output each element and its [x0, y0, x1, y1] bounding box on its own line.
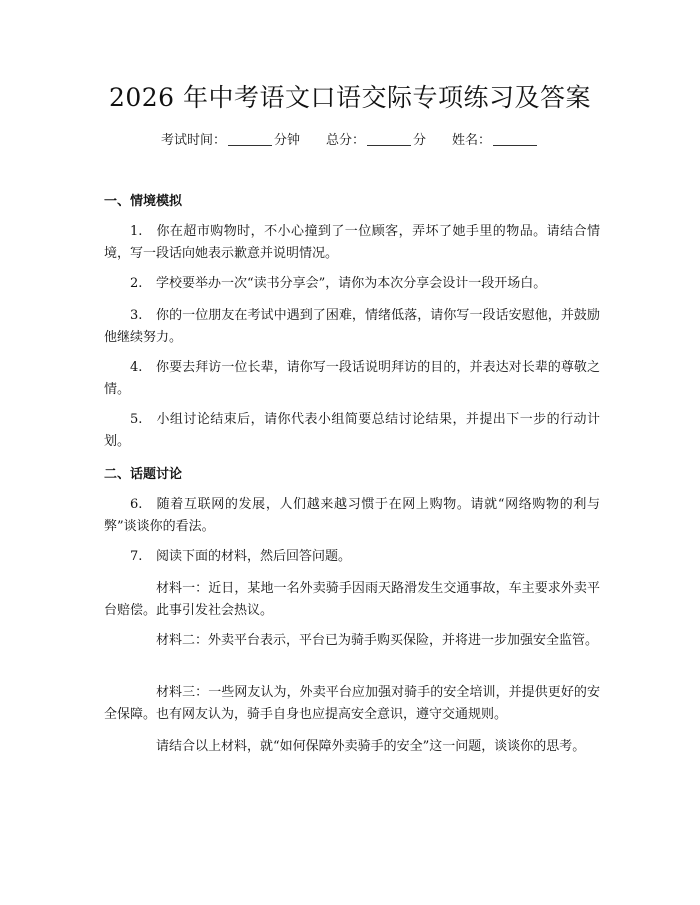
question-text: 你在超市购物时，不小心撞到了一位顾客，弄坏了她手里的物品。请结合情境，写一段话向她表示歉意并说明情况。: [104, 224, 600, 261]
material-2: 材料二：外卖平台表示，平台已为骑手购买保险，并将进一步加强安全监管。: [156, 633, 599, 648]
question-text: 阅读下面的材料，然后回答问题。: [156, 549, 352, 564]
material-question: 请结合以上材料，就“如何保障外卖骑手的安全”这一问题，谈谈你的思考。: [156, 739, 586, 754]
score-blank: [367, 131, 411, 146]
question-7: [104, 546, 600, 568]
time-unit: 分钟: [273, 133, 300, 148]
question-3: [104, 305, 600, 349]
question-number: 2.: [130, 276, 143, 291]
question-text: 小组讨论结束后，请你代表小组简要总结讨论结果，并提出下一步的行动计划。: [104, 412, 600, 449]
name-blank: [493, 131, 537, 146]
question-number: 4.: [130, 360, 143, 375]
question-text: 你要去拜访一位长辈，请你写一段话说明拜访的目的，并表达对长辈的尊敬之情。: [104, 360, 600, 397]
question-number: 5.: [130, 412, 143, 427]
question-number: 1.: [130, 224, 143, 239]
score-label: 总分：: [325, 133, 365, 148]
question-1: [104, 221, 600, 265]
name-label: 姓名：: [452, 133, 492, 148]
material-3: 材料三：一些网友认为，外卖平台应加强对骑手的安全培训，并提供更好的安全保障。也有网友认为，骑手自身也应提高安全意识，遵守交通规则。: [104, 685, 600, 722]
document-title: 2026 年中考语文口语交际专项练习及答案: [108, 83, 592, 112]
question-text: 你的一位朋友在考试中遇到了困难，情绪低落，请你写一段话安慰他，并鼓励他继续努力。: [104, 308, 600, 345]
question-2: [104, 273, 600, 295]
question-number: 3.: [130, 308, 143, 323]
material-1: 材料一：近日，某地一名外卖骑手因雨天路滑发生交通事故，车主要求外卖平台赔偿。此事引发社会热议。: [104, 581, 600, 618]
question-text: 学校要举办一次“读书分享会”，请你为本次分享会设计一段开场白。: [156, 276, 547, 291]
section-heading-1: 一、情境模拟: [104, 194, 183, 209]
question-5: [104, 409, 600, 453]
section-heading-2: 二、话题讨论: [104, 467, 183, 482]
question-4: [104, 357, 600, 401]
time-label: 考试时间：: [160, 133, 226, 148]
question-6: [104, 494, 600, 538]
question-text: 随着互联网的发展，人们越来越习惯于在网上购物。请就“网络购物的利与弊”谈谈你的看法。: [104, 497, 600, 534]
time-blank: [228, 131, 272, 146]
question-number: 6.: [130, 497, 143, 512]
exam-meta: [0, 131, 700, 151]
score-unit: 分: [413, 133, 427, 148]
question-number: 7.: [130, 549, 143, 564]
